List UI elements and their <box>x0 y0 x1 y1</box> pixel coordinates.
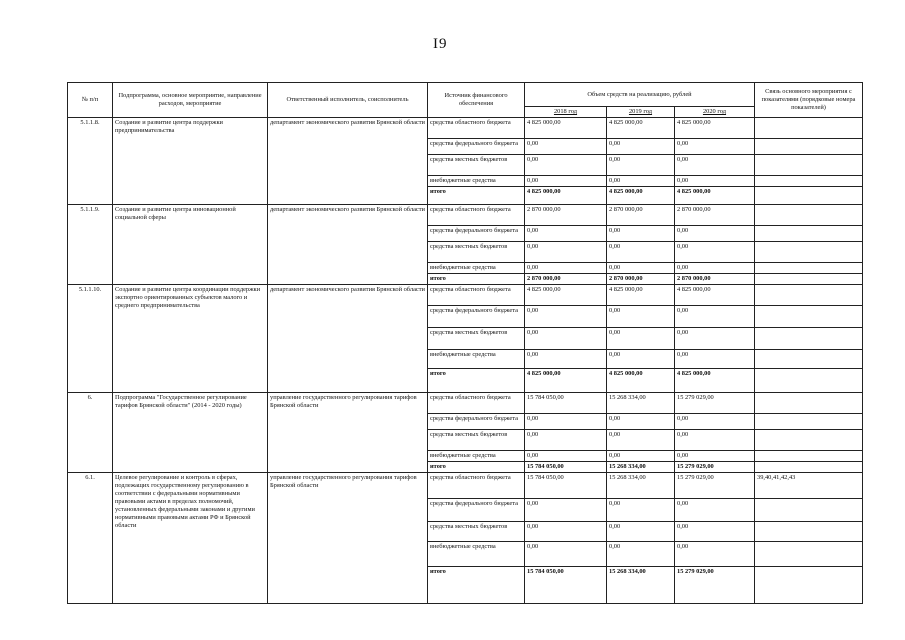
amount-y2018: 0,00 <box>525 139 607 155</box>
amount-y2018: 15 784 050,00 <box>525 567 607 604</box>
amount-y2018: 0,00 <box>525 263 607 274</box>
amount-y2018: 0,00 <box>525 226 607 242</box>
amount-y2020: 0,00 <box>675 242 755 263</box>
amount-y2020: 0,00 <box>675 350 755 369</box>
amount-y2019: 15 268 334,00 <box>607 393 675 414</box>
amount-y2018: 0,00 <box>525 350 607 369</box>
indicator-link <box>755 306 863 328</box>
indicator-link <box>755 414 863 430</box>
amount-y2019: 0,00 <box>607 451 675 462</box>
amount-y2020: 0,00 <box>675 226 755 242</box>
executor-name: управление государственного регулирования тарифов Брянской области <box>268 473 428 604</box>
amount-y2018: 0,00 <box>525 242 607 263</box>
amount-y2018: 0,00 <box>525 328 607 350</box>
indicator-link <box>755 176 863 187</box>
amount-y2019: 0,00 <box>607 542 675 567</box>
program-name: Создание и развитие центра координации поддержки экспортно ориентированных субъектов малого и среднего предпринимательства <box>113 285 268 393</box>
amount-y2020: 4 825 000,00 <box>675 285 755 306</box>
amount-y2020: 0,00 <box>675 430 755 451</box>
amount-y2019: 4 825 000,00 <box>607 187 675 205</box>
funding-source: средства местных бюджетов <box>428 522 525 542</box>
indicator-link <box>755 451 863 462</box>
amount-y2019: 2 870 000,00 <box>607 205 675 226</box>
program-name: Создание и развитие центра поддержки предпринимательства <box>113 118 268 205</box>
executor-name: департамент экономического развития Брянской области <box>268 205 428 285</box>
funding-source: средства федерального бюджета <box>428 499 525 522</box>
indicator-link <box>755 542 863 567</box>
amount-y2019: 0,00 <box>607 139 675 155</box>
amount-y2020: 0,00 <box>675 176 755 187</box>
amount-y2019: 0,00 <box>607 306 675 328</box>
funding-source: внебюджетные средства <box>428 350 525 369</box>
amount-y2019: 0,00 <box>607 350 675 369</box>
amount-y2020: 0,00 <box>675 542 755 567</box>
header-source: Источник финансового обеспечения <box>428 83 525 118</box>
header-year-2019: 2019 год <box>607 107 675 118</box>
funding-source: итого <box>428 567 525 604</box>
amount-y2020: 0,00 <box>675 414 755 430</box>
funding-source: средства местных бюджетов <box>428 430 525 451</box>
funding-source: внебюджетные средства <box>428 451 525 462</box>
amount-y2018: 15 784 050,00 <box>525 393 607 414</box>
amount-y2019: 0,00 <box>607 242 675 263</box>
indicator-link <box>755 393 863 414</box>
header-link: Связь основного мероприятия с показателями (порядковые номера показателей) <box>755 83 863 118</box>
indicator-link <box>755 328 863 350</box>
program-name: Подпрограмма "Государственное регулирование тарифов Брянской области" (2014 - 2020 годы) <box>113 393 268 473</box>
amount-y2018: 2 870 000,00 <box>525 274 607 285</box>
funding-source: средства областного бюджета <box>428 473 525 499</box>
row-number: 5.1.1.9. <box>68 205 113 285</box>
amount-y2019: 0,00 <box>607 430 675 451</box>
indicator-link <box>755 118 863 139</box>
funding-source: средства федерального бюджета <box>428 306 525 328</box>
financing-table <box>67 82 863 604</box>
amount-y2019: 0,00 <box>607 226 675 242</box>
funding-source: итого <box>428 369 525 393</box>
program-name: Целевое регулирование и контроль в сферах, подлежащих государственному регулированию в соответствии с федеральными нормативными правовыми актами в пределах полномочий, установленных федеральными законами и другими нормативными правовыми актами РФ и Брянской области <box>113 473 268 604</box>
table-row <box>68 205 863 226</box>
program-name: Создание и развитие центра инновационной социальной сферы <box>113 205 268 285</box>
row-number: 6. <box>68 393 113 473</box>
header-year-2018: 2018 год <box>525 107 607 118</box>
row-number: 5.1.1.10. <box>68 285 113 393</box>
funding-source: средства федерального бюджета <box>428 139 525 155</box>
funding-source: средства областного бюджета <box>428 205 525 226</box>
amount-y2018: 0,00 <box>525 542 607 567</box>
executor-name: департамент экономического развития Брянской области <box>268 118 428 205</box>
page-number: I9 <box>433 36 448 52</box>
executor-name: управление государственного регулирования тарифов Брянской области <box>268 393 428 473</box>
amount-y2019: 0,00 <box>607 522 675 542</box>
funding-source: средства областного бюджета <box>428 393 525 414</box>
funding-source: средства федерального бюджета <box>428 226 525 242</box>
header-year-2020: 2020 год <box>675 107 755 118</box>
executor-name: департамент экономического развития Брянской области <box>268 285 428 393</box>
amount-y2019: 4 825 000,00 <box>607 285 675 306</box>
amount-y2019: 0,00 <box>607 328 675 350</box>
funding-source: средства федерального бюджета <box>428 414 525 430</box>
funding-source: средства областного бюджета <box>428 285 525 306</box>
amount-y2018: 4 825 000,00 <box>525 369 607 393</box>
funding-source: средства местных бюджетов <box>428 328 525 350</box>
amount-y2018: 0,00 <box>525 499 607 522</box>
indicator-link <box>755 226 863 242</box>
indicator-link <box>755 567 863 604</box>
indicator-link <box>755 139 863 155</box>
amount-y2019: 0,00 <box>607 263 675 274</box>
amount-y2020: 15 279 029,00 <box>675 567 755 604</box>
funding-source: средства областного бюджета <box>428 118 525 139</box>
amount-y2018: 2 870 000,00 <box>525 205 607 226</box>
amount-y2019: 0,00 <box>607 155 675 176</box>
indicator-link <box>755 430 863 451</box>
indicator-link <box>755 285 863 306</box>
amount-y2020: 4 825 000,00 <box>675 187 755 205</box>
funding-source: внебюджетные средства <box>428 263 525 274</box>
amount-y2019: 0,00 <box>607 499 675 522</box>
funding-source: итого <box>428 274 525 285</box>
indicator-link <box>755 263 863 274</box>
header-volume: Объем средств на реализацию, рублей <box>525 83 755 107</box>
amount-y2019: 4 825 000,00 <box>607 369 675 393</box>
amount-y2019: 2 870 000,00 <box>607 274 675 285</box>
funding-source: средства местных бюджетов <box>428 242 525 263</box>
header-executor: Ответственный исполнитель, соисполнитель <box>268 83 428 118</box>
amount-y2018: 0,00 <box>525 430 607 451</box>
amount-y2019: 15 268 334,00 <box>607 473 675 499</box>
header-num: № п/п <box>68 83 113 118</box>
amount-y2020: 15 279 029,00 <box>675 473 755 499</box>
row-number: 5.1.1.8. <box>68 118 113 205</box>
table-body <box>68 118 863 604</box>
amount-y2018: 4 825 000,00 <box>525 187 607 205</box>
amount-y2020: 2 870 000,00 <box>675 205 755 226</box>
amount-y2020: 4 825 000,00 <box>675 118 755 139</box>
indicator-link <box>755 499 863 522</box>
amount-y2020: 0,00 <box>675 451 755 462</box>
indicator-link <box>755 369 863 393</box>
amount-y2020: 0,00 <box>675 328 755 350</box>
row-number: 6.1. <box>68 473 113 604</box>
indicator-link: 39,40,41,42,43 <box>755 473 863 499</box>
funding-source: средства местных бюджетов <box>428 155 525 176</box>
amount-y2020: 0,00 <box>675 139 755 155</box>
amount-y2018: 0,00 <box>525 414 607 430</box>
amount-y2020: 0,00 <box>675 155 755 176</box>
amount-y2018: 0,00 <box>525 522 607 542</box>
indicator-link <box>755 522 863 542</box>
indicator-link <box>755 205 863 226</box>
amount-y2018: 4 825 000,00 <box>525 118 607 139</box>
amount-y2020: 15 279 029,00 <box>675 393 755 414</box>
funding-source: внебюджетные средства <box>428 542 525 567</box>
indicator-link <box>755 187 863 205</box>
amount-y2019: 0,00 <box>607 414 675 430</box>
amount-y2020: 2 870 000,00 <box>675 274 755 285</box>
amount-y2020: 0,00 <box>675 263 755 274</box>
table-row <box>68 473 863 499</box>
amount-y2018: 0,00 <box>525 306 607 328</box>
amount-y2020: 0,00 <box>675 522 755 542</box>
table-row <box>68 118 863 139</box>
indicator-link <box>755 350 863 369</box>
amount-y2019: 15 268 334,00 <box>607 462 675 473</box>
amount-y2019: 4 825 000,00 <box>607 118 675 139</box>
amount-y2020: 0,00 <box>675 499 755 522</box>
indicator-link <box>755 242 863 263</box>
table-row <box>68 285 863 306</box>
table-row <box>68 393 863 414</box>
amount-y2018: 0,00 <box>525 451 607 462</box>
amount-y2020: 15 279 029,00 <box>675 462 755 473</box>
amount-y2018: 15 784 050,00 <box>525 473 607 499</box>
funding-source: внебюджетные средства <box>428 176 525 187</box>
header-program: Подпрограмма, основное мероприятие, направление расходов, мероприятие <box>113 83 268 118</box>
amount-y2018: 0,00 <box>525 155 607 176</box>
amount-y2019: 15 268 334,00 <box>607 567 675 604</box>
amount-y2018: 0,00 <box>525 176 607 187</box>
amount-y2018: 15 784 050,00 <box>525 462 607 473</box>
funding-source: итого <box>428 462 525 473</box>
funding-source: итого <box>428 187 525 205</box>
amount-y2020: 4 825 000,00 <box>675 369 755 393</box>
amount-y2019: 0,00 <box>607 176 675 187</box>
amount-y2020: 0,00 <box>675 306 755 328</box>
indicator-link <box>755 462 863 473</box>
amount-y2018: 4 825 000,00 <box>525 285 607 306</box>
indicator-link <box>755 274 863 285</box>
indicator-link <box>755 155 863 176</box>
